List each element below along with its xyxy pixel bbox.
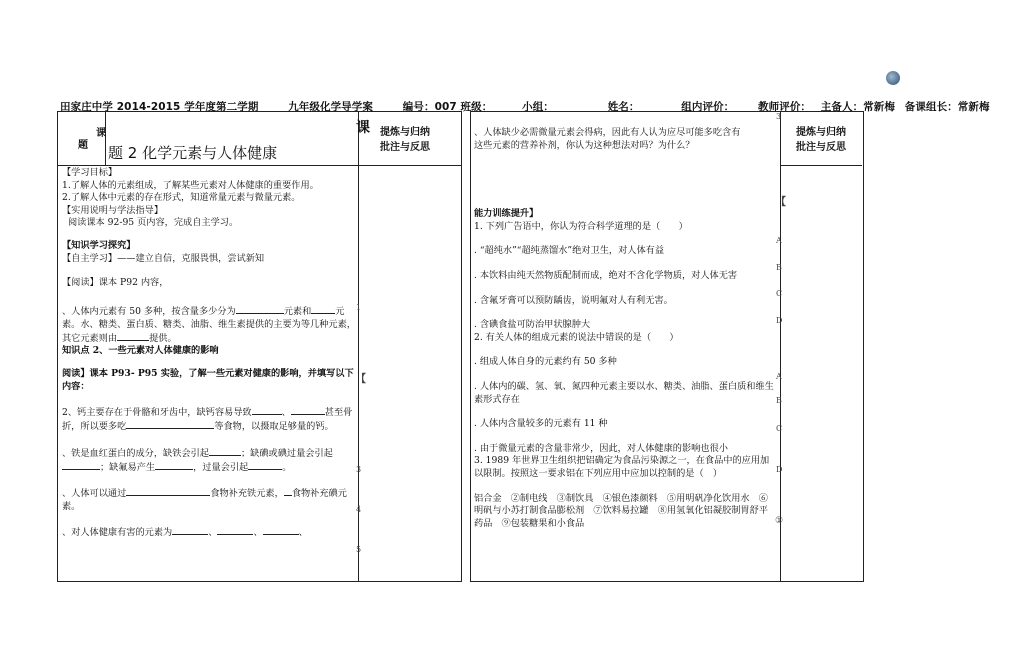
intro-2: 这些元素的营养补剂，你认为这种想法对吗？为什么？ bbox=[474, 139, 695, 151]
test-2-c: . 人体内含量较多的元素有 11 种 bbox=[474, 418, 608, 430]
read-1: 【阅读】课本 P92 内容， bbox=[62, 277, 169, 289]
header-teacher: 教师评价： bbox=[758, 101, 812, 113]
blank[interactable] bbox=[155, 460, 193, 470]
guide-heading: 【实用说明与学法指导】 bbox=[62, 204, 164, 216]
header-preparer: 主备人：常新梅 bbox=[820, 101, 895, 113]
blank[interactable] bbox=[284, 486, 292, 496]
left-content bbox=[62, 167, 356, 540]
knowledge-point-2: 知识点 2、一些元素对人体健康的影响 bbox=[62, 345, 219, 357]
header-school: 田家庄中学 2014-2015 学年度第二学期 bbox=[60, 101, 259, 113]
question-1: 、人体内元素有 50 多种，按含量多少分为 元素和 元素。水、糖类、蛋白质、糖类、油脂、维生素提供的主要为等几种元素，其它元素则由 提供。 bbox=[62, 305, 356, 345]
header-lead: 备课组长：常新梅 bbox=[904, 101, 990, 113]
mark-opt-d1: D bbox=[776, 316, 783, 325]
explore-heading: 【知识学习探究】 bbox=[62, 239, 136, 251]
header-subject: 九年级化学导学案 bbox=[288, 101, 373, 113]
test-3: 3. 1989 年世界卫生组织把铝确定为食品污染源之一，在食品中的应用加以限制。按照这一要求铝在下列应用中应加以控制的是（ ） bbox=[474, 455, 770, 479]
mark-opt-c1: C bbox=[776, 289, 783, 298]
blank[interactable] bbox=[248, 460, 282, 470]
test-3-options: 铝合金 ②制电线 ③制饮具 ④银色漆颜料 ⑤用明矾净化饮用水 ⑥明矾与小苏打制食品膨松剂 ⑦饮料易拉罐 ⑧用氢氧化铝凝胶制胃舒平药品 ⑨包装糖果和小食品 bbox=[474, 492, 768, 529]
right-side-head-1: 提炼与归纳 bbox=[796, 127, 846, 138]
left-side-head-1: 提炼与归纳 bbox=[380, 127, 430, 138]
header-name: 姓名： bbox=[607, 101, 640, 113]
mark-opt-a1: A bbox=[776, 236, 782, 245]
read-2: 阅读】课本 P93- P95 实验，了解一些元素对健康的影响，并填写以下内容： bbox=[62, 367, 354, 392]
right-side-head-2: 批注与反思 bbox=[796, 142, 846, 153]
mark-left-3: 3 bbox=[356, 465, 362, 474]
intro-1: 、人体缺少必需微量元素会得病，因此有人认为应尽可能多吃含有 bbox=[474, 127, 741, 138]
lesson-title: 题 2 化学元素与人体健康 bbox=[108, 144, 278, 162]
blank[interactable] bbox=[172, 525, 208, 535]
test-2-d: . 由于微量元素的含量非常少，因此，对人体健康的影响也很小 bbox=[474, 442, 728, 454]
mark-left-4: 4 bbox=[356, 505, 362, 514]
test-1: 1. 下列广告语中，你认为符合科学道理的是（ ） bbox=[474, 220, 688, 232]
right-side-head bbox=[796, 125, 846, 155]
mark-left-1: 1 bbox=[356, 303, 362, 312]
mark-opt-c2: C bbox=[776, 424, 783, 433]
mark-opt-d2: D bbox=[776, 465, 783, 474]
test-1-c: . 含氟牙膏可以预防龋齿，说明氟对人有利无害。 bbox=[474, 294, 673, 306]
mark-opt-b1: B bbox=[776, 263, 782, 272]
mark-left-5: 5 bbox=[356, 545, 362, 554]
question-4: 、人体可以通过 食物补充铁元素， 食物补充碘元素。 bbox=[62, 487, 347, 513]
blank[interactable] bbox=[311, 304, 335, 314]
test-2: 2. 有关人体的组成元素的说法中错误的是（ ） bbox=[474, 331, 679, 343]
test-2-b: . 人体内的碳、氢、氧、氮四种元素主要以水、糖类、油脂、蛋白质和维生素形式存在 bbox=[474, 380, 774, 405]
blank[interactable] bbox=[263, 525, 299, 535]
blank[interactable] bbox=[62, 460, 100, 470]
lesson-label-ke: 课 bbox=[96, 128, 106, 139]
header-peer: 组内评价： bbox=[681, 101, 735, 113]
blank[interactable] bbox=[252, 405, 282, 415]
blank[interactable] bbox=[126, 486, 210, 496]
blank[interactable] bbox=[126, 419, 214, 429]
question-5: 、对人体健康有害的元素为 、 、 、 bbox=[62, 527, 308, 539]
blank[interactable] bbox=[117, 331, 149, 341]
mark-opt-a2: A bbox=[776, 372, 782, 381]
objective-2: 2.了解人体中元素的存在形式，知道常量元素与微量元素。 bbox=[62, 192, 301, 204]
header-code: 编号：007 班级： bbox=[402, 101, 493, 113]
blank[interactable] bbox=[236, 304, 284, 314]
guide-text: 阅读课本 92-95 页内容，完成自主学习。 bbox=[68, 217, 239, 229]
header-group: 小组： bbox=[522, 101, 554, 113]
test-1-a: . “超纯水”“超纯蒸馏水”绝对卫生，对人体有益 bbox=[474, 245, 665, 257]
mark-opt-b2: B bbox=[776, 396, 782, 405]
question-3: 、铁是血红蛋白的成分，缺铁会引起 ；缺碘或碘过量会引起；缺氟易产生 ，过量会引起 。 bbox=[62, 447, 333, 473]
question-2: 2、钙主要存在于骨骼和牙齿中，缺钙容易导致 、 甚至骨折，所以要多吃 等食物，以摄取足够量的钙。 bbox=[62, 407, 353, 433]
right-content bbox=[474, 127, 776, 530]
objective-1: 1.了解人体的元素组成，了解某些元素对人体健康的重要作用。 bbox=[62, 179, 319, 191]
lesson-label-ti: 题 bbox=[78, 140, 88, 151]
mark-bracket-1: 【 bbox=[356, 374, 366, 385]
blank[interactable] bbox=[217, 525, 253, 535]
mark-bracket-2: 【 bbox=[776, 197, 786, 208]
test-2-a: . 组成人体自身的元素约有 50 多种 bbox=[474, 356, 617, 368]
test-1-d: . 含碘食盐可防治甲状腺肿大 bbox=[474, 319, 591, 331]
mark-page-3: 3 bbox=[776, 112, 782, 121]
objectives-heading: 【学习目标】 bbox=[62, 167, 118, 178]
blank[interactable] bbox=[209, 446, 241, 456]
app-logo-icon bbox=[886, 71, 900, 85]
blank[interactable] bbox=[291, 405, 325, 415]
self-study-heading: 【自主学习】——建立自信，克服畏惧，尝试新知 bbox=[62, 252, 265, 264]
left-side-head-2: 批注与反思 bbox=[380, 142, 430, 153]
ability-heading: 能力训练提升】 bbox=[474, 208, 539, 220]
test-1-b: . 本饮料由纯天然物质配制而成，绝对不含化学物质，对人体无害 bbox=[474, 269, 738, 281]
margin-ke: 课 bbox=[356, 120, 370, 136]
left-side-head bbox=[380, 125, 430, 155]
mark-circle-1: ① bbox=[775, 516, 784, 526]
